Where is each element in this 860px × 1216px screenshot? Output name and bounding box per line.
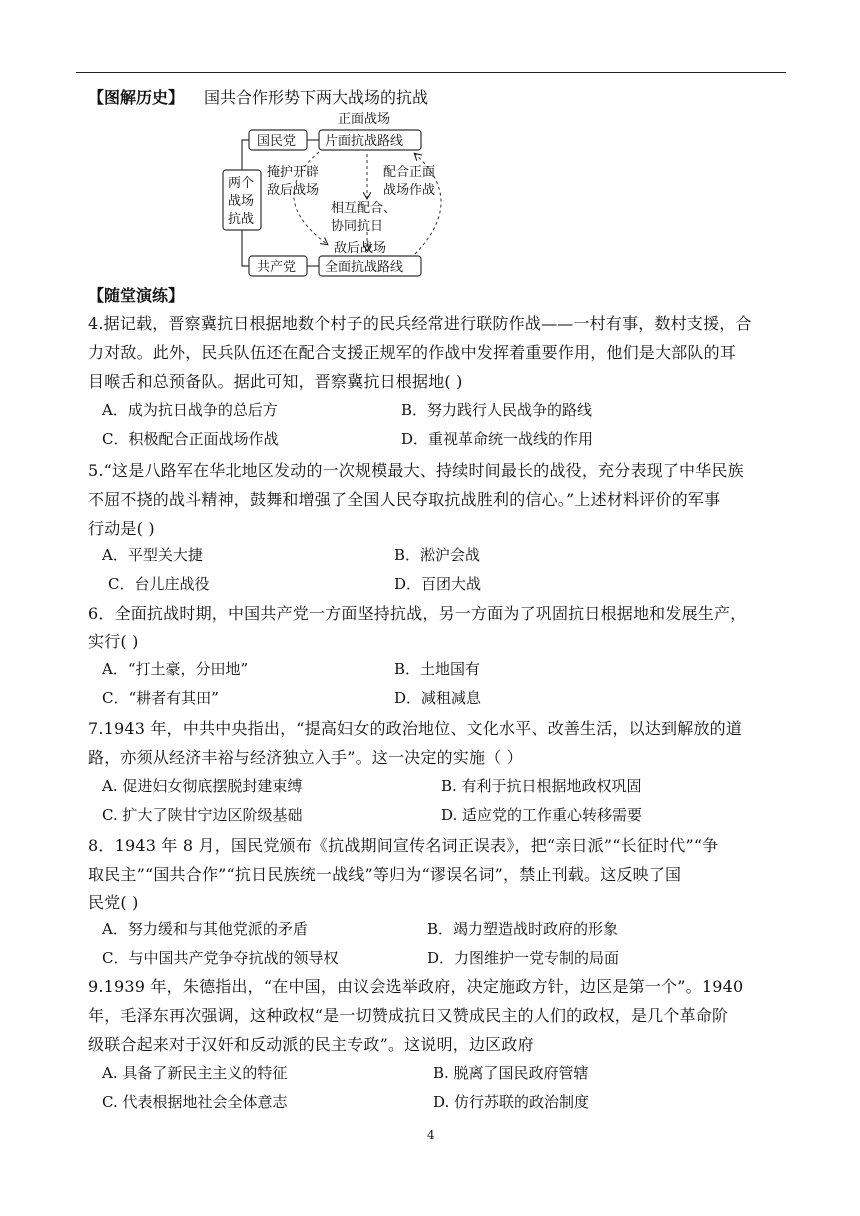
q8-option-b: B．竭力塑造战时政府的形象 (427, 920, 619, 938)
q7-option-d: D. 适应党的工作重心转移需要 (441, 806, 643, 824)
root-line-3: 抗战 (228, 212, 255, 227)
header-rule (76, 72, 786, 73)
q5-option-b: B．淞沪会战 (394, 546, 481, 564)
q5-line-2: 不屈不挠的战斗精神，鼓舞和增强了全国人民夺取抗战胜利的信心。”上述材料评价的军事 (88, 490, 721, 509)
q7-line-1: 7.1943 年，中共中央指出，“提高妇女的政治地位、文化水平、改善生活，以达到解放的道 (88, 719, 743, 738)
partial-war-label: 片面抗战路线 (325, 134, 404, 149)
kmt-label: 国民党 (257, 134, 297, 149)
right-arrow-label-1: 配合正面 (383, 165, 436, 180)
front-battlefield-label: 正面战场 (338, 112, 391, 127)
q5-option-c: C．台儿庄战役 (108, 575, 210, 593)
diagram-subtitle: 国共合作形势下两大战场的抗战 (204, 88, 429, 107)
q6-line-2: 实行( ) (88, 632, 139, 651)
q9-line-2: 年，毛泽东再次强调，这种政权“是一切赞成抗日又赞成民主的人们的政权，是几个革命阶 (88, 1006, 729, 1025)
right-arrow-label-2: 战场作战 (383, 183, 436, 198)
q9-option-d: D. 仿行苏联的政治制度 (433, 1093, 590, 1111)
q7-line-2: 路，亦须从经济丰裕与经济独立入手”。这一决定的实施（ ） (88, 748, 523, 767)
q6-option-a: A．“打土豪，分田地” (102, 660, 249, 678)
q9-line-1: 9.1939 年，朱德指出，“在中国，由议会选举政府，决定施政方针，边区是第一个”。1940 (88, 977, 744, 996)
q4-line-2: 力对敌。此外，民兵队伍还在配合支援正规军的作战中发挥着重要作用，他们是大部队的耳 (88, 343, 737, 362)
q7-option-c: C. 扩大了陕甘宁边区阶级基础 (102, 806, 303, 824)
q5-option-a: A．平型关大捷 (102, 546, 203, 564)
q7-option-a: A. 促进妇女彻底摆脱封建束缚 (102, 777, 303, 795)
q4-option-c: C．积极配合正面战场作战 (102, 430, 279, 448)
q8-line-2: 取民主”“国共合作”“抗日民族统一战线”等归为“谬误名词”，禁止刊载。这反映了国 (88, 865, 682, 884)
left-arrow-label-2: 敌后战场 (267, 183, 320, 198)
two-battlefields-diagram (215, 108, 455, 280)
q8-line-3: 民党( ) (88, 893, 139, 912)
section-title-diagram: 【图解历史】 (88, 88, 185, 107)
q6-option-d: D．减租减息 (394, 689, 482, 707)
q5-line-3: 行动是( ) (88, 519, 155, 538)
q4-option-b: B．努力践行人民战争的路线 (401, 401, 593, 419)
q6-line-1: 6．全面抗战时期，中国共产党一方面坚持抗战，另一方面为了巩固抗日根据地和发展生产， (88, 604, 747, 623)
q6-option-c: C．“耕者有其田” (102, 689, 219, 707)
page-number: 4 (427, 1128, 435, 1142)
center-label-2: 协同抗日 (331, 219, 384, 234)
q9-option-b: B. 脱离了国民政府管辖 (433, 1064, 589, 1082)
q8-option-c: C．与中国共产党争夺抗战的领导权 (102, 949, 339, 967)
q6-option-b: B．土地国有 (394, 660, 481, 678)
rear-battlefield-label: 敌后战场 (334, 241, 387, 256)
q4-option-d: D．重视革命统一战线的作用 (401, 430, 594, 448)
q9-option-c: C. 代表根据地社会全体意志 (102, 1093, 288, 1111)
q9-option-a: A. 具备了新民主主义的特征 (102, 1064, 288, 1082)
q8-line-1: 8．1943 年 8 月，国民党颁布《抗战期间宣传名词正误表》，把“亲日派”“长征时代”“争 (88, 836, 719, 855)
q4-option-a: A．成为抗日战争的总后方 (102, 401, 278, 419)
q9-line-3: 级联合起来对于汉奸和反动派的民主专政”。这说明，边区政府 (88, 1035, 534, 1054)
center-label-1: 相互配合、 (331, 201, 397, 216)
root-line-2: 战场 (228, 194, 255, 209)
left-arrow-label-1: 掩护开辟 (267, 165, 320, 180)
q8-option-d: D．力图维护一党专制的局面 (427, 949, 620, 967)
root-line-1: 两个 (228, 176, 255, 191)
cpc-label: 共产党 (257, 260, 297, 275)
full-war-label: 全面抗战路线 (325, 260, 404, 275)
q7-option-b: B. 有利于抗日根据地政权巩固 (441, 777, 642, 795)
q5-option-d: D．百团大战 (394, 575, 482, 593)
q8-option-a: A．努力缓和与其他党派的矛盾 (102, 920, 308, 938)
q4-line-3: 目喉舌和总预备队。据此可知，晋察冀抗日根据地( ) (88, 372, 463, 391)
section-title-practice: 【随堂演练】 (88, 286, 185, 305)
q4-line-1: 4.据记载，晋察冀抗日根据地数个村子的民兵经常进行联防作战——一村有事，数村支援，合 (88, 314, 752, 333)
q5-line-1: 5.“这是八路军在华北地区发动的一次规模最大、持续时间最长的战役，充分表现了中华民族 (88, 461, 744, 480)
